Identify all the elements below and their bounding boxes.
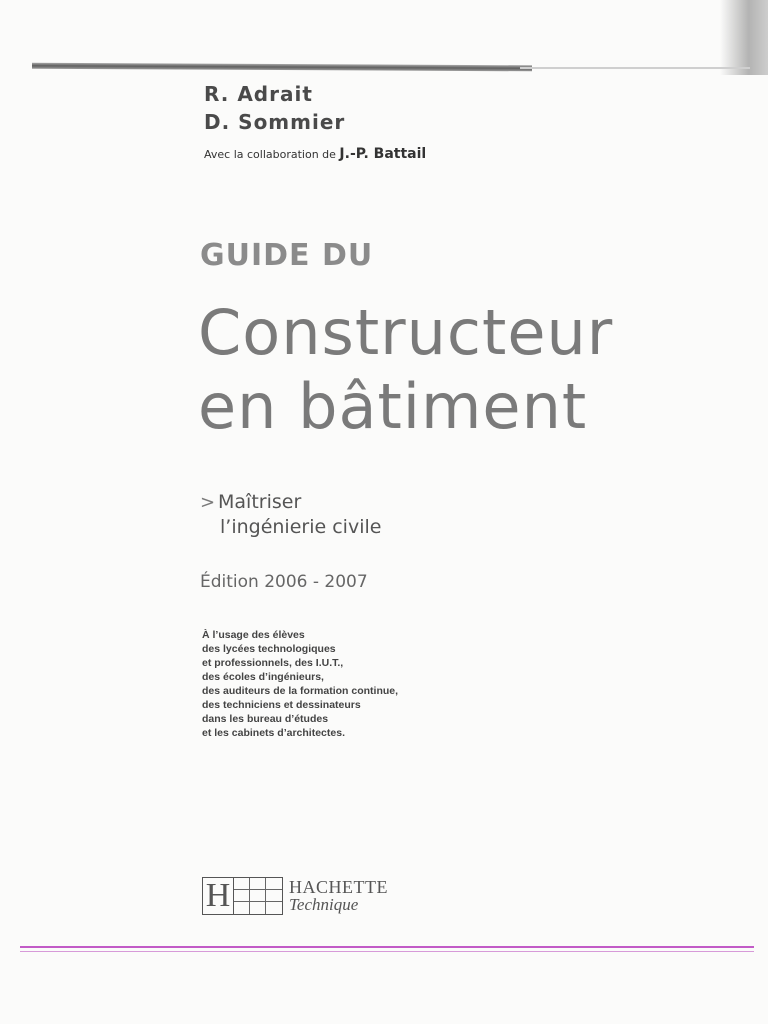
logo-letter: H bbox=[203, 878, 234, 914]
publisher-logo bbox=[202, 876, 388, 916]
publisher-text bbox=[289, 878, 388, 914]
audience-line: À l’usage des élèves bbox=[202, 629, 305, 641]
hachette-logo-icon bbox=[202, 877, 283, 915]
audience-line: des écoles d’ingénieurs, bbox=[202, 671, 324, 683]
audience-line: des techniciens et dessinateurs bbox=[202, 699, 361, 711]
publisher-imprint: Technique bbox=[289, 895, 359, 914]
edition-label: Édition 2006 - 2007 bbox=[200, 572, 368, 592]
audience-line: et professionnels, des I.U.T., bbox=[202, 657, 344, 669]
audience-line: dans les bureau d’études bbox=[202, 713, 329, 725]
bottom-rule-secondary bbox=[20, 951, 754, 952]
collaboration-prefix: Avec la collaboration de bbox=[204, 148, 336, 161]
scan-shadow bbox=[720, 0, 768, 75]
audience-block bbox=[202, 628, 398, 740]
audience-line: des lycées technologiques bbox=[202, 643, 336, 655]
authors-block bbox=[204, 80, 426, 162]
subtitle-line-2: l’ingénierie civile bbox=[220, 516, 382, 538]
guide-label: GUIDE DU bbox=[200, 238, 374, 273]
subtitle-line-1: Maîtriser bbox=[218, 491, 302, 513]
author-name: R. Adrait bbox=[204, 82, 313, 106]
book-title-line-2: en bâtiment bbox=[198, 370, 588, 443]
author-name: D. Sommier bbox=[204, 110, 346, 134]
audience-line: et les cabinets d’architectes. bbox=[202, 727, 345, 739]
subtitle bbox=[200, 490, 381, 539]
top-rule bbox=[32, 63, 532, 72]
bottom-rule bbox=[20, 946, 754, 948]
audience-line: des auditeurs de la formation continue, bbox=[202, 685, 399, 697]
collaborator-name: J.-P. Battail bbox=[339, 146, 427, 162]
top-rule-tail bbox=[520, 67, 750, 69]
book-title-line-1: Constructeur bbox=[198, 296, 614, 369]
chevron-right-icon: > bbox=[200, 492, 216, 513]
publisher-name: HACHETTE bbox=[289, 877, 388, 897]
collaboration-line bbox=[204, 146, 426, 162]
logo-grid bbox=[234, 878, 282, 914]
